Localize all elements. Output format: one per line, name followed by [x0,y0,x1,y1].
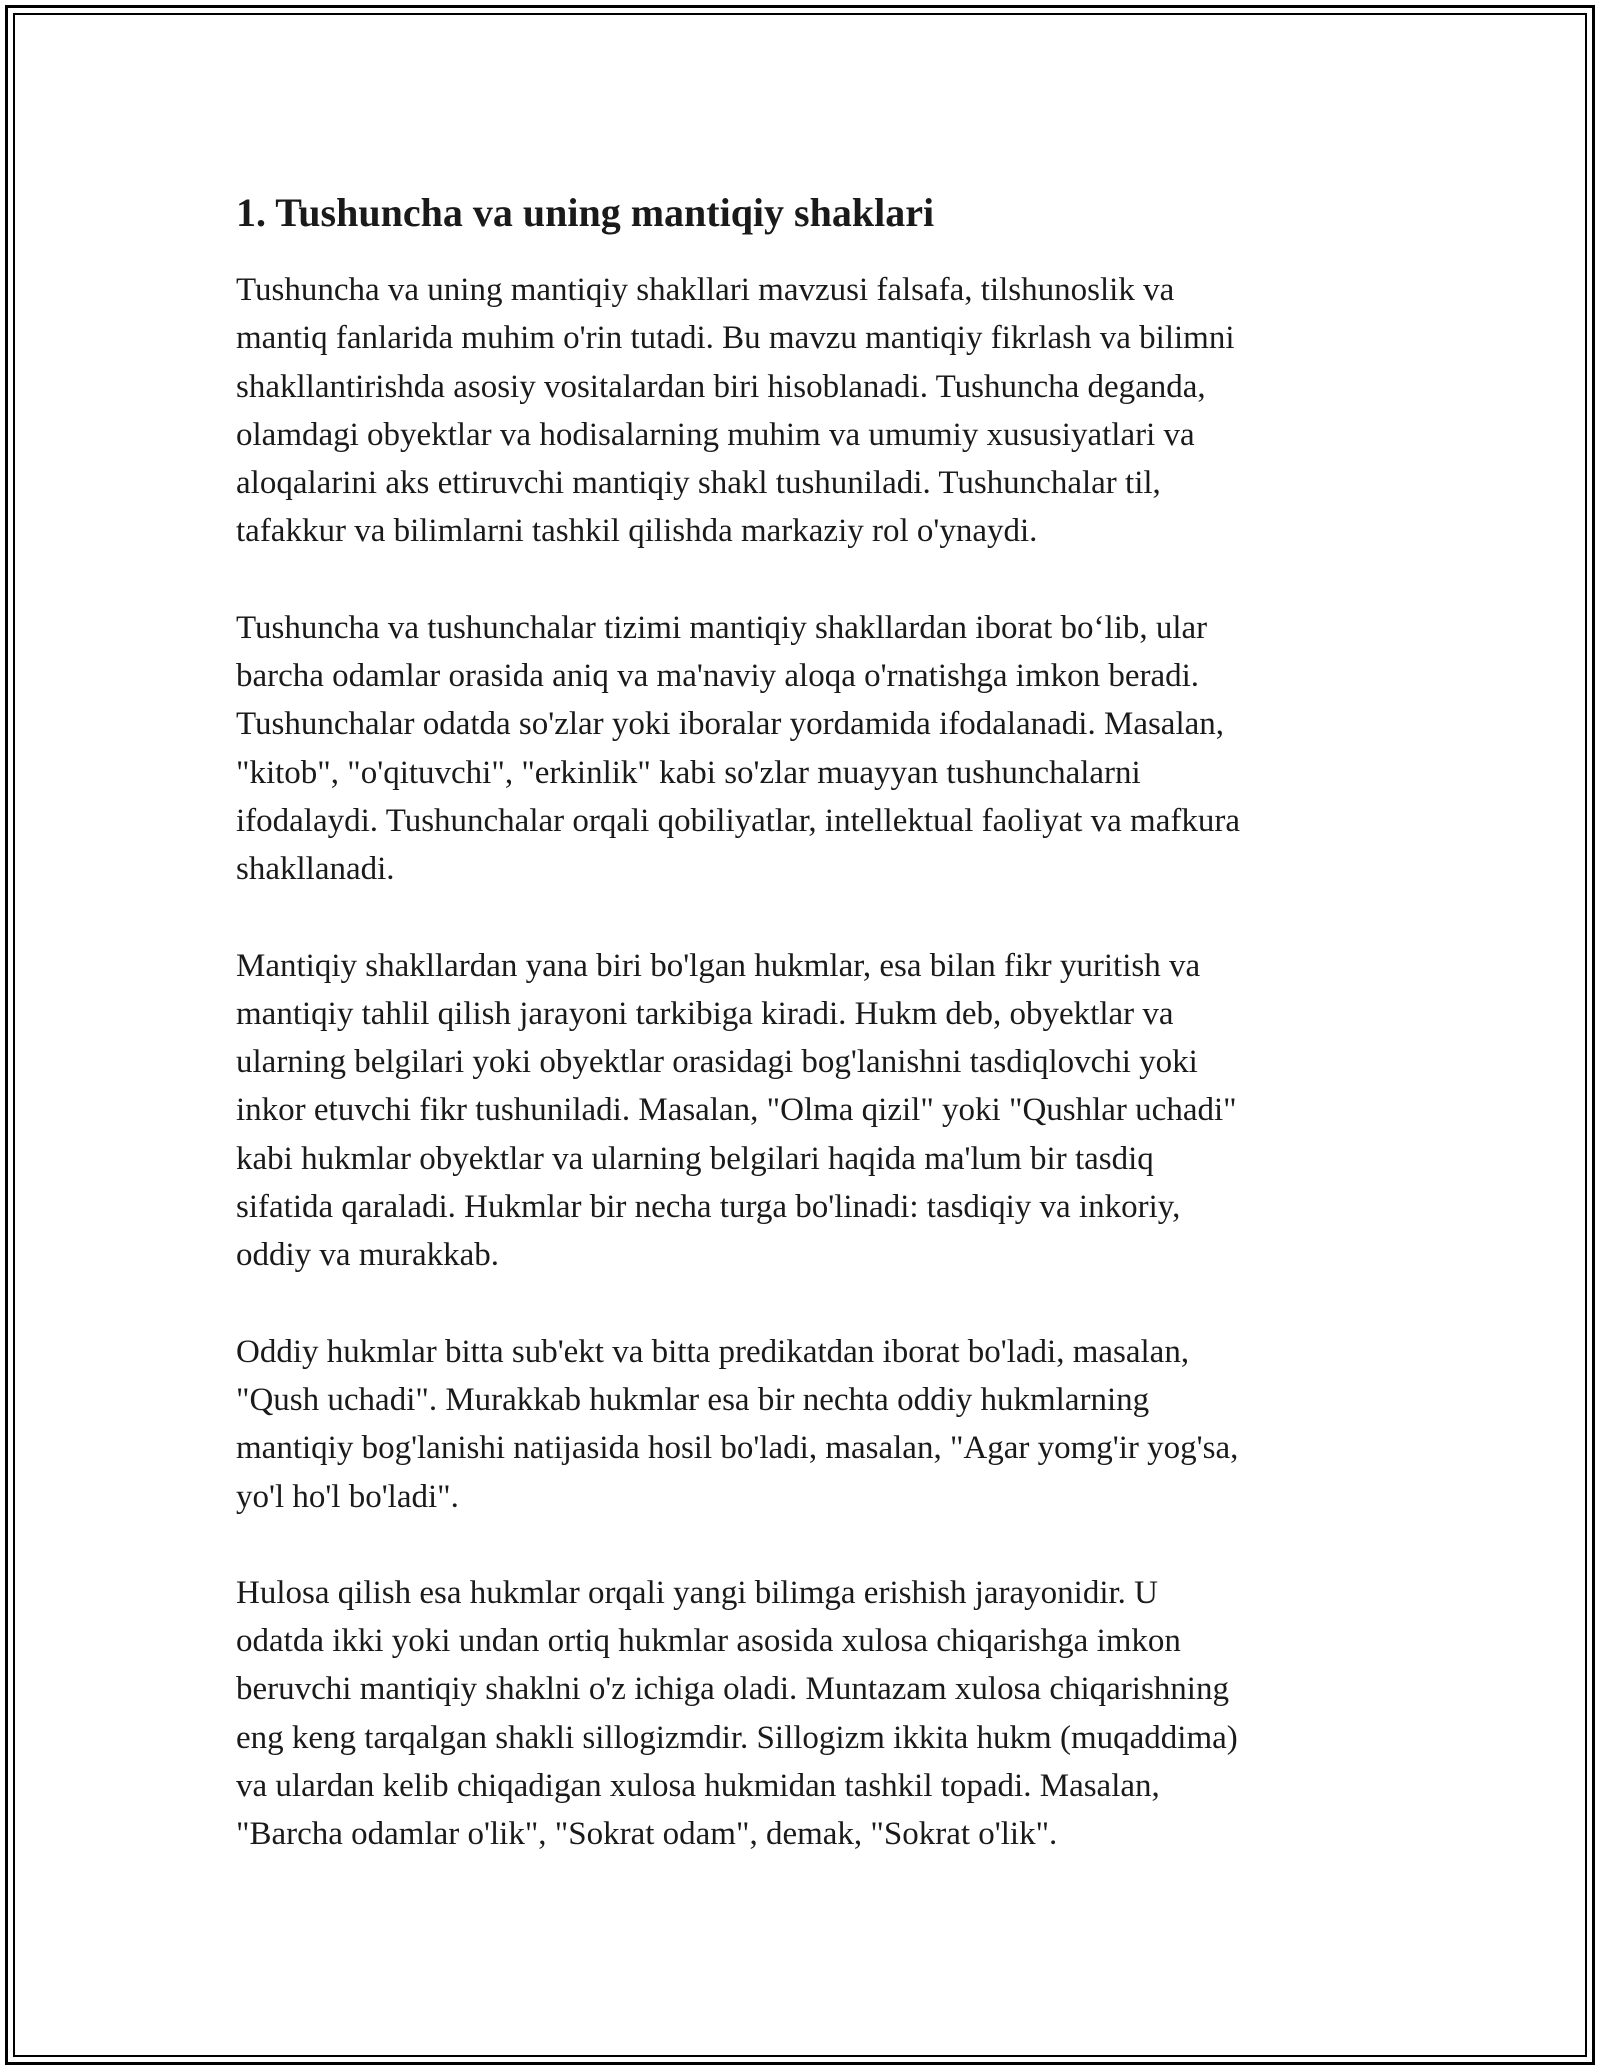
paragraph-line: Mantiqiy shakllardan yana biri bo'lgan hukmlar, esa bilan fikr yuritish va [236,947,1201,984]
paragraph-line: "Barcha odamlar o'lik", "Sokrat odam", demak, "Sokrat o'lik". [236,1816,1058,1853]
paragraph-line: mantiqiy bog'lanishi natijasida hosil bo'ladi, masalan, "Agar yomg'ir yog'sa, [236,1430,1239,1467]
paragraph [236,1328,1361,1521]
paragraph-line: mantiq fanlarida muhim o'rin tutadi. Bu mavzu mantiqiy fikrlash va bilimni [236,320,1235,357]
paragraph-line: Hulosa qilish esa hukmlar orqali yangi bilimga erishish jarayonidir. U [236,1574,1159,1611]
paragraph-line: shakllanadi. [236,851,395,888]
paragraph-line: tafakkur va bilimlarni tashkil qilishda markaziy rol o'ynaydi. [236,513,1038,550]
document-title: 1. Tushuncha va uning mantiqiy shaklari [236,190,935,235]
paragraph-line: eng keng tarqalgan shakli sillogizmdir. Sillogizm ikkita hukm (muqaddima) [236,1719,1238,1756]
paragraph-line: Tushuncha va tushunchalar tizimi mantiqiy shakllardan iborat bo‘lib, ular [236,609,1208,646]
paragraph [236,266,1361,556]
paragraph-line: mantiqiy tahlil qilish jarayoni tarkibiga kiradi. Hukm deb, obyektlar va [236,995,1174,1032]
paragraph [236,604,1361,894]
paragraph-line: shakllantirishda asosiy vositalardan biri hisoblanadi. Tushuncha deganda, [236,368,1206,405]
paragraph-list [236,266,1361,1859]
paragraph-line: va ulardan kelib chiqadigan xulosa hukmidan tashkil topadi. Masalan, [236,1768,1160,1805]
paragraph-line: Tushuncha va uning mantiqiy shakllari mavzusi falsafa, tilshunoslik va [236,272,1175,308]
paragraph-line: odatda ikki yoki undan ortiq hukmlar asosida xulosa chiqarishga imkon [236,1623,1181,1660]
paragraph-line: barcha odamlar orasida aniq va ma'naviy aloqa o'rnatishga imkon beradi. [236,658,1200,695]
paragraph-line: ifodalaydi. Tushunchalar orqali qobiliyatlar, intellektual faoliyat va mafkura [236,802,1240,839]
paragraph-line: olamdagi obyektlar va hodisalarning muhim va umumiy xususiyatlari va [236,416,1195,453]
paragraph-line: yo'l ho'l bo'ladi". [236,1478,459,1515]
paragraph-line: inkor etuvchi fikr tushuniladi. Masalan, "Olma qizil" yoki "Qushlar uchadi" [236,1092,1237,1129]
paragraph-line: aloqalarini aks ettiruvchi mantiqiy shakl tushuniladi. Tushunchalar til, [236,465,1161,502]
paragraph-line: ularning belgilari yoki obyektlar orasidagi bog'lanishni tasdiqlovchi yoki [236,1044,1198,1081]
paragraph [236,1569,1361,1859]
paragraph-line: "kitob", "o'qituvchi", "erkinlik" kabi so'zlar muayyan tushunchalarni [236,754,1141,791]
paragraph-line: beruvchi mantiqiy shaklni o'z ichiga oladi. Muntazam xulosa chiqarishning [236,1671,1229,1708]
paragraph-line: kabi hukmlar obyektlar va ularning belgilari haqida ma'lum bir tasdiq [236,1140,1154,1177]
paragraph-line: oddiy va murakkab. [236,1237,500,1274]
document-body [236,186,1361,1907]
paragraph-line: Oddiy hukmlar bitta sub'ekt va bitta predikatdan iborat bo'ladi, masalan, [236,1333,1190,1370]
paragraph-line: "Qush uchadi". Murakkab hukmlar esa bir nechta oddiy hukmlarning [236,1381,1150,1418]
paragraph [236,942,1361,1280]
paragraph-line: Tushunchalar odatda so'zlar yoki iboralar yordamida ifodalanadi. Masalan, [236,706,1225,743]
paragraph-line: sifatida qaraladi. Hukmlar bir necha turga bo'linadi: tasdiqiy va inkoriy, [236,1189,1181,1226]
